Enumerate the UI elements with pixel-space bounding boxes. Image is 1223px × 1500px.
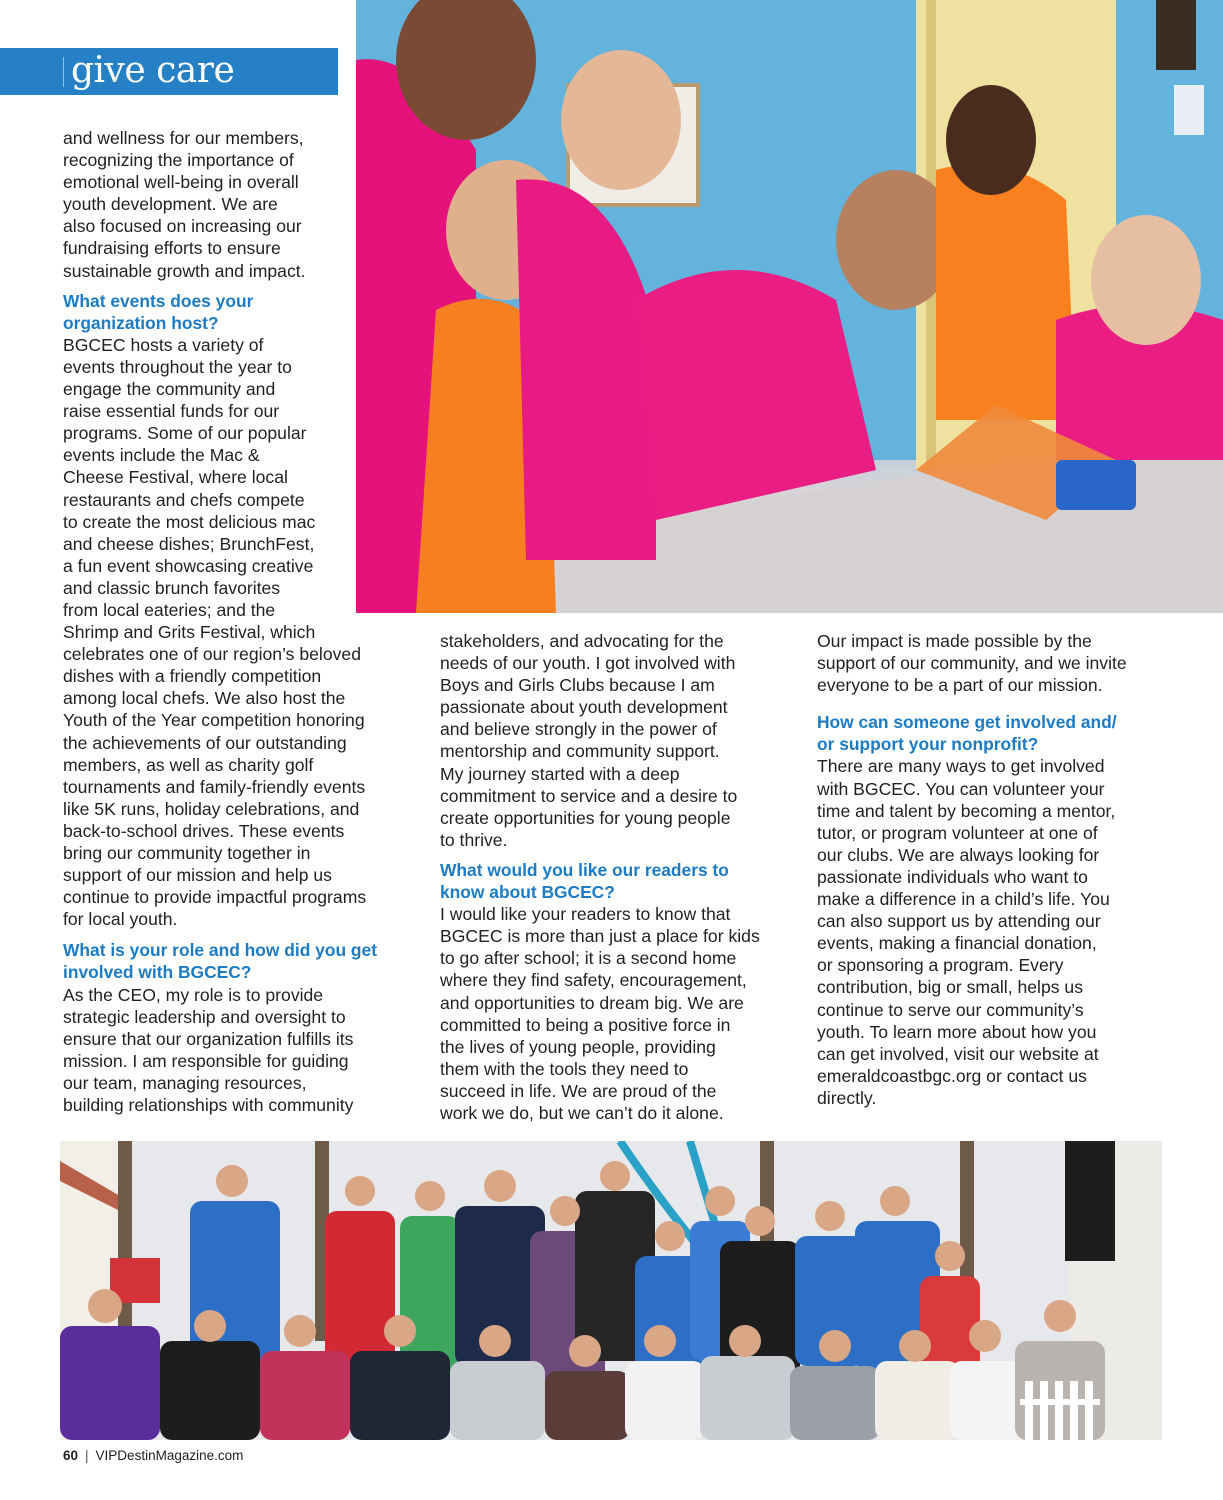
- kids-activity-photo: [356, 0, 1223, 613]
- question-heading-readers: What would you like our readers to know about BGCEC?: [440, 859, 729, 903]
- column1-intro: and wellness for our members, recognizing the importance of emotional well-being in overall youth development. We are also focused on increasing our fundraising efforts to ensure sustainable growth and impact.: [63, 128, 306, 281]
- article-column-2: [440, 630, 790, 1124]
- article-column-3: [817, 630, 1167, 1109]
- header-divider: [63, 57, 64, 87]
- section-title: give care share: [71, 50, 235, 137]
- answer-readers-continued: Our impact is made possible by the support of our community, and we invite everyone to be a part of our mission.: [817, 631, 1127, 696]
- kids-activity-photo-art: [356, 0, 1223, 613]
- answer-role-continued: stakeholders, and advocating for the needs of our youth. I got involved with Boys and Girls Clubs because I am passionate about youth development and believe strongly in the power of mentorship and community support. My journey started with a deep commitment to service and a desire to create opportunities for young people to thrive.: [440, 631, 738, 850]
- article-column-1: [63, 127, 413, 1116]
- question-heading-role: What is your role and how did you get involved with BGCEC?: [63, 940, 378, 983]
- footer-website: VIPDestinMagazine.com: [95, 1448, 244, 1463]
- page-number: 60: [63, 1448, 79, 1463]
- section-header-band: [0, 48, 338, 137]
- question-heading-get-involved: How can someone get involved and/ or support your nonprofit?: [817, 712, 1117, 755]
- footer-separator: |: [85, 1448, 89, 1463]
- volunteer-group-photo: [60, 1141, 1162, 1440]
- page-footer: [63, 1448, 243, 1463]
- answer-get-involved: There are many ways to get involved with BGCEC. You can volunteer your time and talent by becoming a mentor, tutor, or program volunteer at one of our clubs. We are always looking for passionate individuals who want to make a difference in a child’s life. You can also support us by attending our events, making a financial donation, or sponsoring a program. Every contribution, big or small, helps us continue to serve our community’s youth. To learn more about how you can get involved, visit our website at emeraldcoastbgc.org or contact us directly.: [817, 756, 1116, 1108]
- answer-role: As the CEO, my role is to provide strategic leadership and oversight to ensure that our organization fulfills its mission. I am responsible for guiding our team, managing resources, building relationships with community: [63, 984, 354, 1116]
- volunteer-group-photo-art: [60, 1141, 1162, 1440]
- answer-events: BGCEC hosts a variety of events throughout the year to engage the community and raise essential funds for our programs. Some of our popular events include the Mac & Cheese Festival, where local restaurants and chefs compete to create the most delicious mac and cheese dishes; BrunchFest, a fun event showcasing creative and classic brunch favorites from local eateries; and the Shrimp and Grits Festival, which celebrates one of our region’s beloved dishes with a friendly competition among local chefs. We also host the Youth of the Year competition honoring the achievements of our outstanding members, as well as charity golf tournaments and family-friendly events like 5K runs, holiday celebrations, and back-to-school drives. These events bring our community together in support of our mission and help us continue to provide impactful programs for local youth.: [63, 334, 367, 930]
- question-heading-events: What events does your organization host?: [63, 290, 254, 333]
- answer-readers: I would like your readers to know that BGCEC is more than just a place for kids to go after school; it is a second home where they find safety, encouragement, and opportunities to dream big. We are committed to being a positive force in the lives of young people, providing them with the tools they need to succeed in life. We are proud of the work we do, but we can’t do it alone.: [440, 904, 760, 1123]
